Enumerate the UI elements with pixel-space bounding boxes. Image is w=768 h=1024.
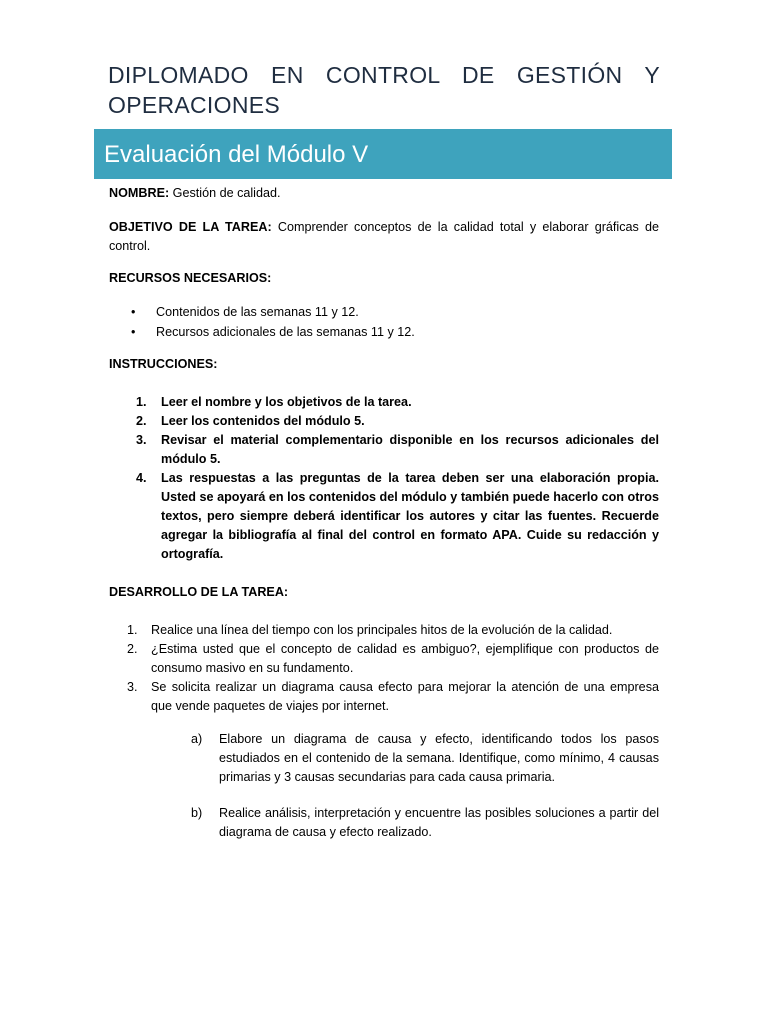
list-item: [109, 322, 659, 342]
item-number: 2.: [136, 414, 147, 428]
list-item: [109, 804, 659, 842]
item-text: Revisar el material complementario disponible en los recursos adicionales del módulo 5.: [161, 433, 659, 466]
desarrollo-list: [109, 621, 659, 716]
recursos-list: [109, 302, 659, 342]
item-number: 3.: [136, 433, 147, 447]
banner-title: Evaluación del Módulo V: [104, 141, 369, 168]
item-number: 1.: [136, 395, 147, 409]
list-item: [109, 302, 659, 322]
recurso-text: Recursos adicionales de las semanas 11 y 12.: [156, 325, 415, 339]
desarrollo-heading: DESARROLLO DE LA TAREA:: [109, 585, 289, 599]
item-text: Elabore un diagrama de causa y efecto, identificando todos los pasos estudiados en el contenido de la semana. Identifique, como mínimo, 4 causas primarias y 3 causas secundarias para cada causa primaria.: [219, 732, 659, 784]
bullet-icon: •: [131, 305, 136, 319]
bullet-icon: •: [131, 325, 136, 339]
document-title-line2: OPERACIONES: [108, 92, 281, 118]
item-text: ¿Estima usted que el concepto de calidad es ambiguo?, ejemplifique con productos de consumo masivo en su fundamento.: [151, 642, 659, 675]
instrucciones-list: [109, 393, 659, 564]
list-item: [109, 640, 659, 678]
list-item: [109, 412, 659, 431]
objetivo-value: Comprender conceptos de la calidad total y elaborar gráficas de control.: [109, 220, 659, 253]
list-item: [109, 621, 659, 640]
desarrollo-subitems: [109, 730, 659, 842]
list-item: [109, 730, 659, 787]
module-banner: [94, 129, 672, 179]
objetivo-paragraph: [109, 218, 659, 256]
document-title-line1: DIPLOMADO EN CONTROL DE GESTIÓN Y: [108, 62, 660, 88]
nombre-value: Gestión de calidad.: [172, 186, 281, 200]
item-number: 2.: [127, 642, 138, 656]
list-item: [109, 393, 659, 412]
item-letter: b): [191, 806, 203, 820]
nombre-line: [109, 184, 659, 203]
list-item: [109, 431, 659, 469]
item-text: Leer los contenidos del módulo 5.: [161, 414, 365, 428]
list-item: [109, 469, 659, 564]
item-letter: a): [191, 732, 203, 746]
list-item: [109, 678, 659, 716]
recursos-heading: RECURSOS NECESARIOS:: [109, 271, 272, 285]
recurso-text: Contenidos de las semanas 11 y 12.: [156, 305, 359, 319]
item-text: Realice análisis, interpretación y encuentre las posibles soluciones a partir del diagrama de causa y efecto realizado.: [219, 806, 659, 839]
item-text: Las respuestas a las preguntas de la tarea deben ser una elaboración propia. Usted se apoyará en los contenidos del módulo y también puede hacerlo con otros textos, pero siempre deberá identificar los autores y citar las fuentes. Recuerde agregar la bibliografía al final del control en formato APA. Cuide su redacción y ortografía.: [161, 471, 659, 561]
item-text: Se solicita realizar un diagrama causa efecto para mejorar la atención de una empresa que vende paquetes de viajes por internet.: [151, 680, 659, 713]
instrucciones-heading: INSTRUCCIONES:: [109, 357, 218, 371]
nombre-label: NOMBRE:: [109, 186, 170, 200]
item-text: Leer el nombre y los objetivos de la tarea.: [161, 395, 412, 409]
item-number: 3.: [127, 680, 138, 694]
item-text: Realice una línea del tiempo con los principales hitos de la evolución de la calidad.: [151, 623, 613, 637]
document-body: [109, 184, 659, 842]
item-number: 1.: [127, 623, 138, 637]
objetivo-label: OBJETIVO DE LA TAREA:: [109, 220, 272, 234]
item-number: 4.: [136, 471, 147, 485]
